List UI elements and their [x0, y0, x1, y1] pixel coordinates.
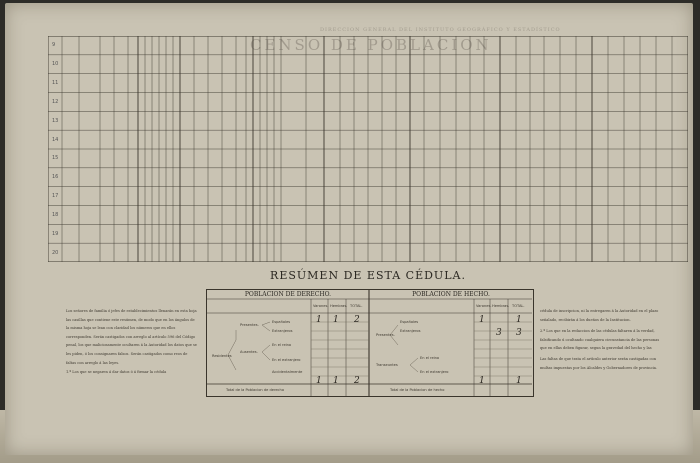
- hecho-row-presentes: Presentes.: [376, 333, 395, 337]
- hecho-sub-espanoles: Españoles: [400, 320, 419, 324]
- bleed-header-1: DIRECCION GENERAL DEL INSTITUTO GEOGRÁFICO Y ESTADÍSTICO: [320, 27, 561, 33]
- derecho-sub-reino: En el reino: [272, 343, 292, 347]
- derecho-sub-espanoles: Españoles: [272, 320, 291, 324]
- row-number: 18: [52, 211, 59, 218]
- hecho-col-total: TOTAL.: [512, 304, 525, 308]
- hecho-sub-extranjero: En el extranjero: [420, 370, 449, 374]
- derecho-row-ausentes: Ausentes.: [240, 350, 258, 354]
- derecho-col-varones: Varones.: [313, 304, 329, 308]
- derecho-col-total: TOTAL.: [350, 304, 363, 308]
- hecho-hembras-3: 3: [496, 328, 502, 338]
- left-instructions: Los señores de familia ó jefes de establecimientos llenarán en esta hoja las casillas que contiene este resúmen, de modo que en los ángulos de la misma hoja se lean con claridad los números que en ellos corresponden. Serán castigados con arreglo al artículo 596 del Código penal, los que maliciosamente ocultaren á la Autoridad los datos que se les piden, ó los consignaren falsos. Serán castigados como reos de faltas con arreglo á las leyes.: [66, 309, 197, 365]
- hecho-total-3: 3: [516, 328, 522, 338]
- derecho-row-presentes: Presentes.: [240, 323, 259, 327]
- total-derecho-label: Total de la Poblacion de derecho: [226, 388, 285, 392]
- derecho-hembras-1: 1: [333, 315, 339, 325]
- derecho-header: POBLACION DE DERECHO.: [244, 291, 332, 298]
- total-hecho-label: Total de la Poblacion de hecho: [390, 388, 445, 392]
- derecho-total-1: 2: [354, 315, 360, 325]
- right-rule: 2.ª Los que en la redaccion de las cédulas faltaren á la verdad, falsificando ú ocultando cualquiera circunstancia de las personas que en ellas deben figurar, segun la gravedad del hecho y las: [540, 329, 660, 351]
- row-number: 15: [52, 155, 59, 162]
- row-number: 19: [52, 230, 59, 237]
- row-number: 16: [52, 174, 59, 181]
- hecho-total-1: 1: [516, 315, 522, 325]
- row-number: 10: [52, 61, 59, 68]
- bleed-header-2: CENSO DE POBLACION: [250, 36, 492, 54]
- left-rule: 1.ª Los que se negaren á dar datos ó á firmar la cédula: [66, 370, 167, 374]
- row-number: 12: [52, 98, 59, 105]
- derecho-varones-2: 1: [316, 376, 322, 386]
- derecho-total-2: 2: [354, 376, 360, 386]
- row-number: 14: [52, 136, 59, 143]
- derecho-hembras-2: 1: [333, 376, 339, 386]
- hecho-total-2: 1: [516, 376, 522, 386]
- derecho-row-residentes: Residentes: [212, 354, 232, 358]
- row-number: 13: [52, 117, 59, 124]
- row-number: 20: [52, 249, 59, 256]
- hecho-col-hembras: Hembras.: [492, 304, 510, 308]
- census-grid: [48, 36, 688, 262]
- hecho-col-varones: Varones.: [476, 304, 492, 308]
- hecho-varones-1: 1: [479, 315, 485, 325]
- derecho-sub-extranjeros: Extranjeros: [272, 329, 293, 333]
- hecho-sub-extranjeros: Extranjeros: [400, 329, 421, 333]
- hecho-sub-reino: En el reino: [420, 356, 440, 360]
- hecho-row-transeuntes: Transeuntes: [376, 363, 398, 367]
- hecho-header: POBLACION DE HECHO.: [412, 291, 490, 298]
- right-instructions: cédula de inscripcion, ni la entregaren á la Autoridad en el plazo señalado, recibirán á los dueños de la Institucion.: [540, 309, 659, 322]
- derecho-col-hembras: Hembras.: [330, 304, 348, 308]
- derecho-varones-1: 1: [316, 315, 322, 325]
- derecho-sub-extranjero: En el extranjero: [272, 358, 301, 362]
- row-number: 11: [52, 80, 59, 87]
- right-extra: Las faltas de que trata el artículo anterior serán castigadas con multas impuestas por los Alcaldes y Gobernadores de provincia.: [540, 357, 658, 370]
- derecho-sub-accidental: Accidentalmente: [272, 370, 303, 374]
- summary-title: RESÚMEN DE ESTA CÉDULA.: [270, 269, 466, 282]
- row-number: 17: [52, 193, 59, 200]
- hecho-varones-2: 1: [479, 376, 485, 386]
- row-number: 9: [52, 42, 56, 49]
